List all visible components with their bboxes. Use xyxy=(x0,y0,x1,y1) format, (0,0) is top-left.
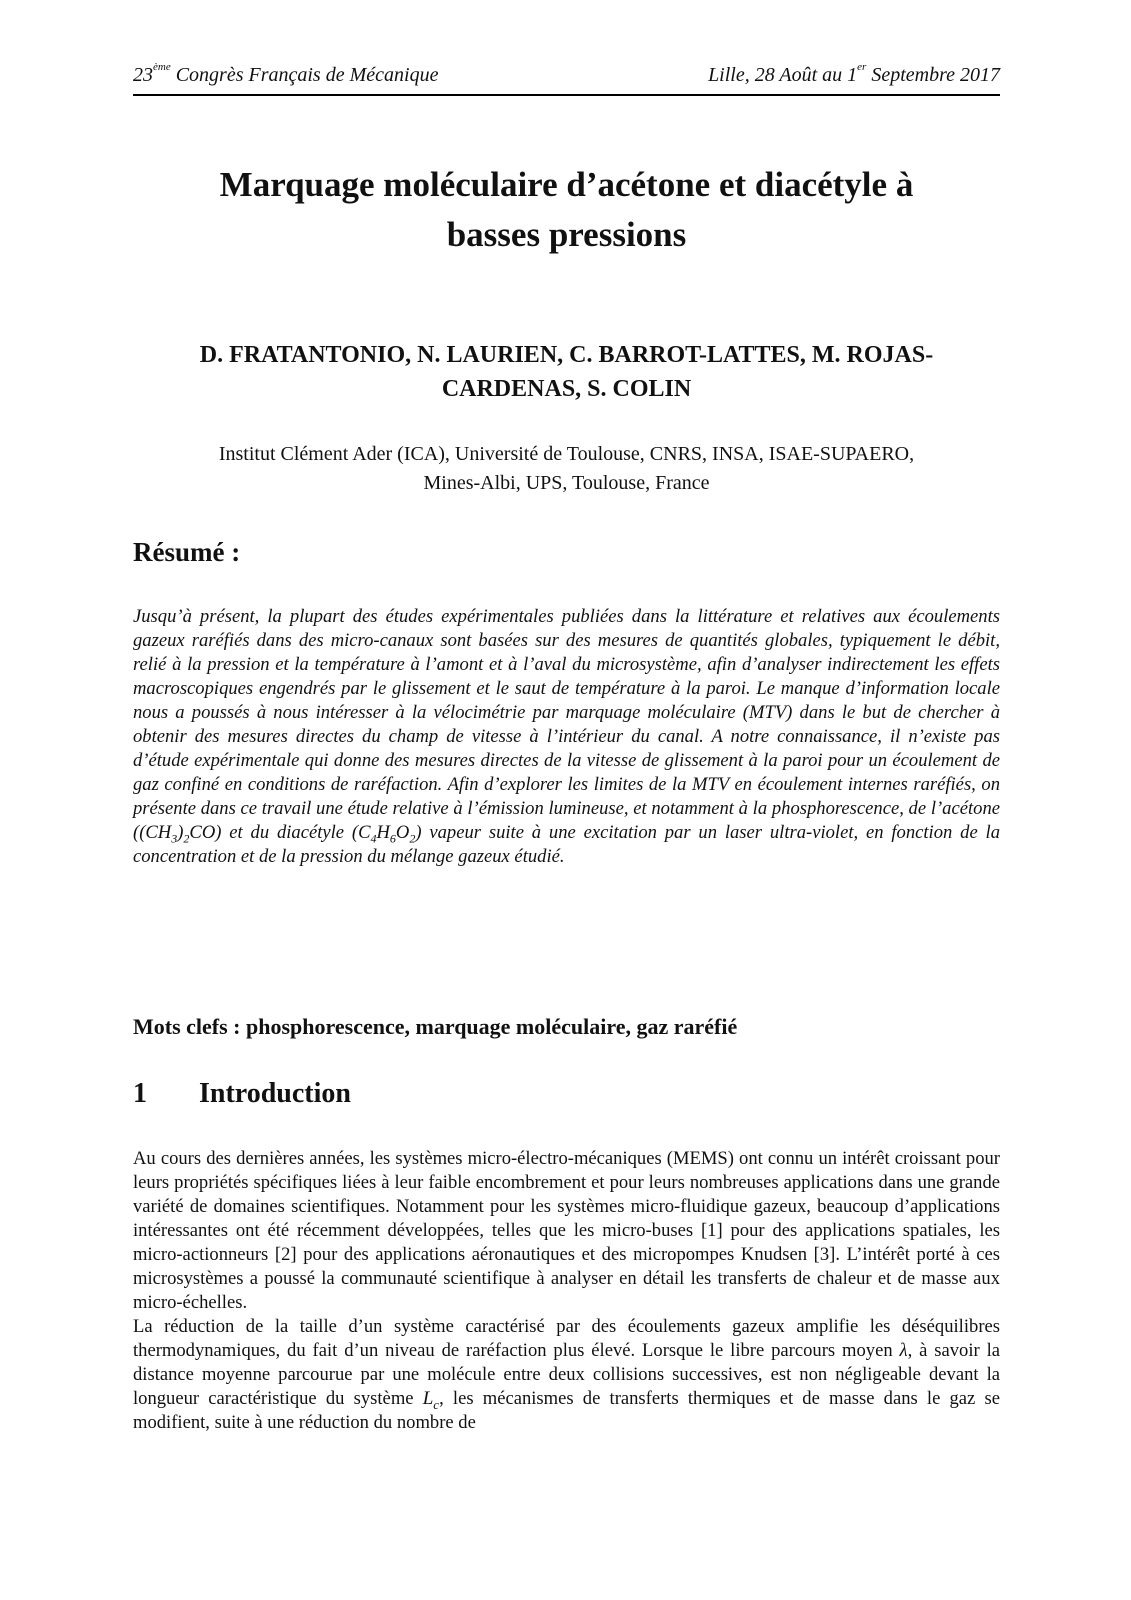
conference-date xyxy=(708,61,1000,87)
keywords: Mots clefs : phosphorescence, marquage moléculaire, gaz raréfié xyxy=(133,1014,738,1039)
affiliation-line-2: Mines-Albi, UPS, Toulouse, France xyxy=(423,472,710,494)
characteristic-length-symbol xyxy=(422,1388,440,1412)
abstract-segment: H xyxy=(376,822,390,843)
conference-edition-suffix: ème xyxy=(153,61,171,73)
conference-name xyxy=(133,61,439,87)
section-title: Introduction xyxy=(199,1078,351,1109)
paper-title-line-2: basses pressions xyxy=(446,215,687,254)
conference-title: Congrès Français de Mécanique xyxy=(170,64,439,86)
abstract-subscript: 6 xyxy=(389,831,396,846)
paper-title-line-1: Marquage moléculaire d’acétone et diacétyle à xyxy=(219,165,914,204)
paragraph-segment: , à savoir la distance moyenne parcourue par une molécule entre deux collisions successives, est non négligeable devant la longueur caractéristique du système xyxy=(133,1340,1000,1409)
author-list-line-2: CARDENAS, S. COLIN xyxy=(441,376,692,402)
abstract-segment: ) vapeur suite à une excitation par un laser ultra-violet, en fonction de la concentration et de la pression du mélange gazeux étudié. xyxy=(133,822,1000,867)
abstract-subscript: 2 xyxy=(409,831,416,846)
date-start: Lille, 28 Août au 1 xyxy=(708,64,858,86)
conference-edition: 23 xyxy=(133,64,153,86)
abstract-subscript: 2 xyxy=(183,831,190,846)
introduction-body xyxy=(133,1147,1000,1435)
symbol-main: L xyxy=(422,1388,434,1409)
abstract-segment: ) xyxy=(177,822,184,843)
symbol-subscript: c xyxy=(433,1396,440,1412)
section-heading-introduction xyxy=(133,1078,351,1110)
abstract-segment: Jusqu’à présent, la plupart des études expérimentales publiées dans la littérature et relatives aux écoulements gazeux raréfiés dans des micro-canaux sont basées sur des mesures de quantités globales, typiquement le débit, relié à la pression et la température à l’amont et à l’aval du microsystème, afin d’analyser indirectement les effets macroscopiques engendrés par le glissement et le saut de température à la paroi. Le manque d’information locale nous a poussés à nous intéresser à la vélocimétrie par marquage moléculaire (MTV) dans le but de chercher à obtenir des mesures directes du champ de vitesse à l’intérieur du canal. A notre connaissance, il n’existe pas d’étude expérimentale qui donne des mesures directes de la vitesse de glissement à la paroi pour un écoulement de gaz confiné en conditions de raréfaction. Afin d’explorer les limites de la MTV en écoulement internes raréfiés, on présente dans ce travail une étude relative à l’émission lumineuse, et notamment à la phosphorescence, de l’acétone ((CH xyxy=(133,606,1000,843)
abstract-subscript: 4 xyxy=(370,831,377,846)
paragraph-segment: La réduction de la taille d’un système caractérisé par des écoulements gazeux amplifie les déséquilibres thermodynamiques, du fait d’un niveau de raréfaction plus élevé. Lorsque le libre parcours moyen xyxy=(133,1316,1000,1361)
abstract-segment: O xyxy=(395,822,410,843)
paragraph xyxy=(133,1315,1000,1435)
affiliation-line-1: Institut Clément Ader (ICA), Université de Toulouse, CNRS, INSA, ISAE-SUPAERO, xyxy=(218,443,915,465)
abstract-subscript: 3 xyxy=(171,831,178,846)
abstract-text xyxy=(133,605,1000,869)
paragraph-segment: , les mécanismes de transferts thermiques et de masse dans le gaz se modifient, suite à une réduction du nombre de xyxy=(133,1388,1000,1433)
abstract-segment: CO) et du diacétyle (C xyxy=(189,822,371,843)
author-list-line-1: D. FRATANTONIO, N. LAURIEN, C. BARROT-LATTES, M. ROJAS- xyxy=(199,342,934,368)
paragraph: Au cours des dernières années, les systèmes micro-électro-mécaniques (MEMS) ont connu un intérêt croissant pour leurs propriétés spécifiques liées à leur faible encombrement et pour leurs nombreuses applications dans une grande variété de domaines scientifiques. Notamment pour les systèmes micro-fluidique gazeux, beaucoup d’applications intéressantes ont été récemment développées, telles que les micro-buses [1] pour des applications spatiales, les micro-actionneurs [2] pour des applications aéronautiques et des micropompes Knudsen [3]. L’intérêt porté à ces microsystèmes a poussé la communauté scientifique à analyser en détail les transferts de chaleur et de masse aux micro-échelles. xyxy=(133,1148,1000,1313)
abstract-heading: Résumé : xyxy=(133,537,241,567)
lambda-symbol: λ xyxy=(899,1340,908,1361)
section-number: 1 xyxy=(133,1078,147,1109)
paper-title xyxy=(133,160,1000,260)
author-list xyxy=(133,338,1000,406)
date-start-suffix: er xyxy=(857,61,867,73)
date-end: Septembre 2017 xyxy=(866,64,1000,86)
page-header xyxy=(133,61,1000,96)
affiliation xyxy=(133,440,1000,498)
